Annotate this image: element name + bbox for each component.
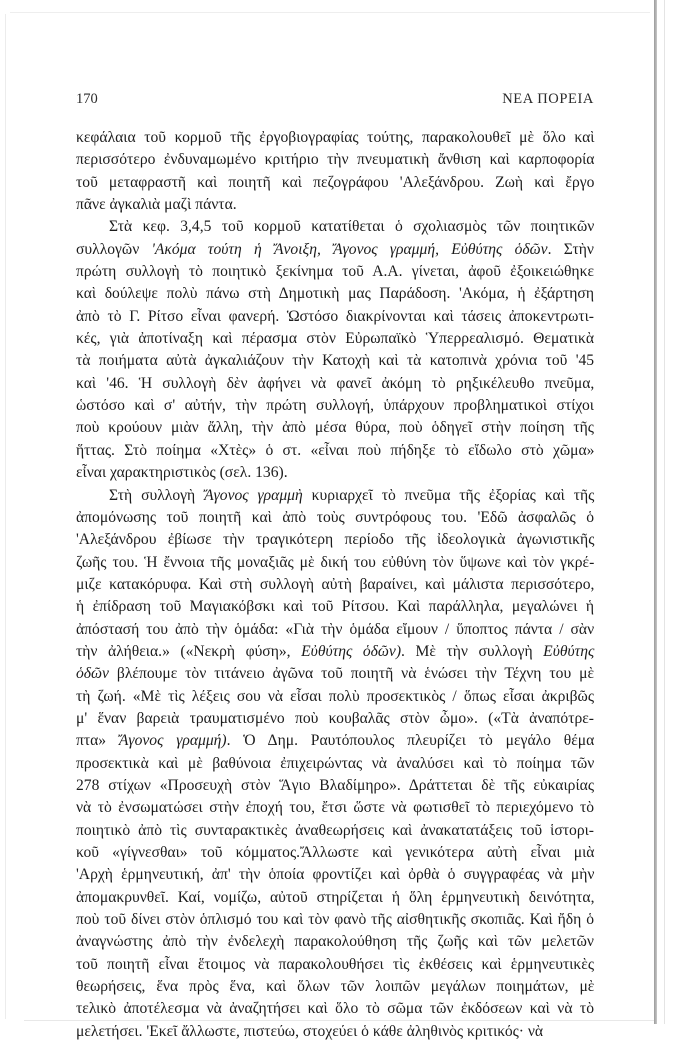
text-line [76, 730, 594, 752]
text-line [76, 172, 594, 194]
text-run: 278 στίχων «Προσευχὴ στὸν Ἅγιο Βλαδίμηρο». Δράττεται δὲ τῆς εὐκαιρίας [76, 777, 594, 794]
text-line [76, 574, 594, 596]
text-line [76, 775, 594, 797]
text-run: καὶ δούλεψε πολὺ πάνω στὴ Δημοτικὴ μας Παράδοση. 'Ακόμα, ἡ ἐξάρτηση [76, 285, 594, 302]
text-run: τοῦ ποιητῆ εἶναι ἕτοιμος νὰ παρακολουθήσει τὶς ἐκθέσεις καὶ ἑρμηνευτικὲς [76, 956, 594, 973]
text-line [76, 931, 594, 953]
italic-title: Εὐθύτης [543, 643, 594, 660]
italic-title: Εὐθύτης ὁδῶν) [301, 643, 401, 660]
text-line [76, 417, 594, 439]
page-number: 170 [76, 91, 98, 108]
text-run: τὰ ποιήματα αὐτὰ ἀγκαλιάζουν τὴν Κατοχὴ καὶ τὰ κατοπινὰ χρόνια τοῦ '45 [76, 352, 594, 369]
text-line [76, 887, 594, 909]
text-line [76, 216, 594, 238]
text-line [76, 1021, 594, 1043]
text-run: πρώτη συλλογὴ τὸ ποιητικὸ ξεκίνημα τοῦ Α.Α. γίνεται, ἀφοῦ ἐξοικειώθηκε [76, 263, 594, 280]
text-run: προσεκτικὰ καὶ μὲ βαθύνοια ἐπιχειρώντας νὰ ἀναλύσει καὶ τὸ ποίημα τῶν [76, 755, 594, 772]
text-line [76, 485, 594, 507]
text-run: . Μὲ τὴν συλλογὴ [401, 643, 543, 660]
text-line [76, 261, 594, 283]
italic-title: ὁδῶν [76, 665, 109, 682]
text-run: περισσότερο ἐνδυναμωμένο κριτήριο τὴν πνευματικὴ ἄνθιση καὶ καρποφορία [76, 151, 594, 168]
text-run: κεφάλαια τοῦ κορμοῦ τῆς ἐργοβιογραφίας τούτης, παρακολουθεῖ μὲ ὅλο καὶ [76, 129, 594, 146]
text-line [76, 619, 594, 641]
text-line [76, 820, 594, 842]
text-line [76, 864, 594, 886]
text-run: 'Αρχὴ ἑρμηνευτική, ἀπ' τὴν ὁποία φροντίζει καὶ ὀρθὰ ὁ συγγραφέας νὰ μὴν [76, 866, 594, 883]
text-run: ἀπομόνωσης τοῦ ποιητῆ καὶ ἀπὸ τοὺς συντρόφους του. 'Εδῶ ἀσφαλῶς ὁ [76, 509, 594, 526]
text-run: . Ὁ Δημ. Ραυτόπουλος πλευρίζει τὸ μεγάλο θέμα [227, 732, 595, 749]
text-run: 'Αλεξάνδρου ἐβίωσε τὴν τραγικότερη περίοδο τῆς ἰδεολογικὰ ἀγωνιστικῆς [76, 531, 594, 548]
scan-edge-left [5, 14, 6, 1019]
italic-title: Ἄγονος γραμμὴ [204, 487, 303, 504]
text-run: νὰ τὸ ἐνσωματώσει στὴν ἐποχή του, ἔτσι ὥστε νὰ φωτισθεῖ τὸ περιεχόμενο τὸ [76, 799, 594, 816]
text-line [76, 663, 594, 685]
text-run: . Στὴν [548, 241, 594, 258]
running-head [76, 91, 594, 108]
text-line [76, 149, 594, 171]
text-line [76, 328, 594, 350]
text-run: πτα» [76, 732, 119, 749]
text-run: ἥττας. Στὸ ποίημα «Χτὲς» ὁ στ. «εἶναι ποὺ πήδηξε τὸ εἴδωλο στὸ χῶμα» [76, 442, 594, 459]
body-text [76, 127, 594, 1043]
text-run: κές, γιὰ ἀποτίναξη καὶ πέρασμα στὸν Εὐρωπαϊκὸ Ὑπερρεαλισμό. Θεματικὰ [76, 330, 594, 347]
text-line [76, 373, 594, 395]
text-line [76, 462, 594, 484]
text-run: κοῦ «γίγνεσθαι» τοῦ κόμματος.Ἄλλωστε καὶ γενικότερα αὐτὴ εἶναι μιὰ [76, 844, 594, 861]
text-line [76, 395, 594, 417]
text-run: ὡστόσο καὶ σ' αὐτήν, τὴν πρώτη συλλογή, ὑπάρχουν προβληματικοὶ στίχοι [76, 397, 594, 414]
text-line [76, 641, 594, 663]
paragraph [76, 485, 594, 1043]
text-line [76, 686, 594, 708]
text-line [76, 194, 594, 216]
text-line [76, 708, 594, 730]
text-line [76, 507, 594, 529]
text-run: θεωρήσεις, ἕνα πρὸς ἕνα, καὶ ὅλων τῶν λοιπῶν μεγάλων ποιημάτων, μὲ [76, 978, 594, 995]
text-line [76, 842, 594, 864]
text-run: Στὴ συλλογὴ [109, 487, 204, 504]
text-line [76, 954, 594, 976]
text-run: ἀπόστασή του ἀπὸ τὴν ὁμάδα: «Γιὰ τὴν ὁμάδα εἴμουν / ὕποπτος πάντα / σὰν [76, 621, 594, 638]
text-line [76, 753, 594, 775]
text-run: μ' ἕναν βαρειὰ τραυματισμένο ποὺ κουβαλᾶς στὸν ὦμο». («Τὰ ἀναπότρε- [76, 710, 594, 727]
text-run: ζωῆς του. Ἡ ἔννοια τῆς μοναξιᾶς μὲ δική του εὐθύνη τὸν ὕψωνε καὶ τὸν γκρέ- [76, 554, 594, 571]
text-run: Στὰ κεφ. 3,4,5 τοῦ κορμοῦ κατατίθεται ὁ σχολιασμὸς τῶν ποιητικῶν [109, 218, 594, 235]
text-line [76, 909, 594, 931]
text-run: εἶναι χαρακτηριστικὸς (σελ. 136). [76, 464, 288, 481]
journal-title: ΝΕΑ ΠΟΡΕΙΑ [502, 91, 594, 108]
text-line [76, 440, 594, 462]
text-line [76, 239, 594, 261]
text-run: ποιητικὸ ἀπὸ τὶς συνταρακτικὲς ἀναθεωρήσεις καὶ ἀνακατατάξεις τοῦ ἱστορι- [76, 822, 594, 839]
italic-title: Ἄγονος γραμμή) [119, 732, 227, 749]
text-line [76, 596, 594, 618]
text-run: ποὺ τοῦ δίνει στὸν ὁπλισμό του καὶ τὸν φανὸ τῆς αἰσθητικῆς σκοπιᾶς. Καὶ ἤδη ὁ [76, 911, 594, 928]
paragraph [76, 127, 594, 216]
scan-edge-right-shadow [664, 0, 665, 1024]
text-run: τελικὸ ἀποτέλεσμα νὰ ἀναζητήσει καὶ ὅλο τὸ σῶμα τῶν ἐκδόσεων καὶ νὰ τὸ [76, 1000, 594, 1017]
text-run: ἡ ἐπίδραση τοῦ Μαγιακόβσκι καὶ τοῦ Ρίτσου. Καὶ παράλληλα, μεγαλώνει ἡ [76, 598, 594, 615]
text-run: ἀναγνώστης ἀπὸ τὴν ἐνδελεχὴ παρακολούθηση τῆς ζωῆς καὶ τῶν μελετῶν [76, 933, 594, 950]
text-run: τὴν ἀλήθεια.» («Νεκρὴ φύση», [76, 643, 301, 660]
text-run: ἀπὸ τὸ Γ. Ρίτσο εἶναι φανερή. Ὡστόσο διακρίνονται καὶ τάσεις ἀποκεντρωτι- [76, 308, 594, 325]
text-run: τὴ ζωή. «Μὲ τὶς λέξεις σου νὰ εἶσαι πολὺ προσεκτικὸς / ὅπως εἶσαι ἀκριβῶς [76, 688, 594, 705]
text-run: μιζε κατακόρυφα. Καὶ στὴ συλλογὴ αὐτὴ βαραίνει, καὶ μάλιστα περισσότερο, [76, 576, 594, 593]
scan-edge-top [10, 12, 650, 13]
scan-edge-right [654, 0, 657, 1024]
text-run: καὶ '46. Ἡ συλλογὴ δὲν ἀφήνει νὰ φανεῖ ἀκόμη τὸ ρηξικέλευθο πνεῦμα, [76, 375, 594, 392]
text-run: μελετήσει. 'Εκεῖ ἄλλωστε, πιστεύω, στοχεύει ὁ κάθε ἀληθινὸς κριτικός· νὰ [76, 1023, 543, 1040]
text-run: τοῦ μεταφραστῆ καὶ ποιητῆ καὶ πεζογράφου 'Αλεξάνδρου. Ζωὴ καὶ ἔργο [76, 174, 594, 191]
text-run: ποὺ κρούουν μιὰν ἄλλη, τὴν ἀπὸ μέσα θύρα, ποὺ ὁδηγεῖ στὴν ποίηση τῆς [76, 419, 594, 436]
text-line [76, 306, 594, 328]
text-line [76, 976, 594, 998]
paragraph [76, 216, 594, 484]
text-run: βλέπουμε τὸν τιτάνειο ἀγῶνα τοῦ ποιητῆ νὰ ἑνώσει τὴν Τέχνη του μὲ [109, 665, 594, 682]
text-run: κυριαρχεῖ τὸ πνεῦμα τῆς ἐξορίας καὶ τῆς [303, 487, 595, 504]
text-line [76, 797, 594, 819]
text-line [76, 283, 594, 305]
text-line [76, 998, 594, 1020]
text-line [76, 552, 594, 574]
text-run: πᾶνε ἀγκαλιὰ μαζὶ πάντα. [76, 196, 237, 213]
text-line [76, 127, 594, 149]
text-run: συλλογῶν [76, 241, 152, 258]
italic-title: 'Ακόμα τούτη ἡ Ἄνοιξη, Ἄγονος γραμμή, Εὐθύτης ὁδῶν [152, 241, 548, 258]
text-run: ἀπομακρυνθεῖ. Καί, νομίζω, αὐτοῦ στηρίζεται ἡ ὅλη ἑρμηνευτικὴ δεινότητα, [76, 889, 594, 906]
text-line [76, 350, 594, 372]
text-line [76, 529, 594, 551]
